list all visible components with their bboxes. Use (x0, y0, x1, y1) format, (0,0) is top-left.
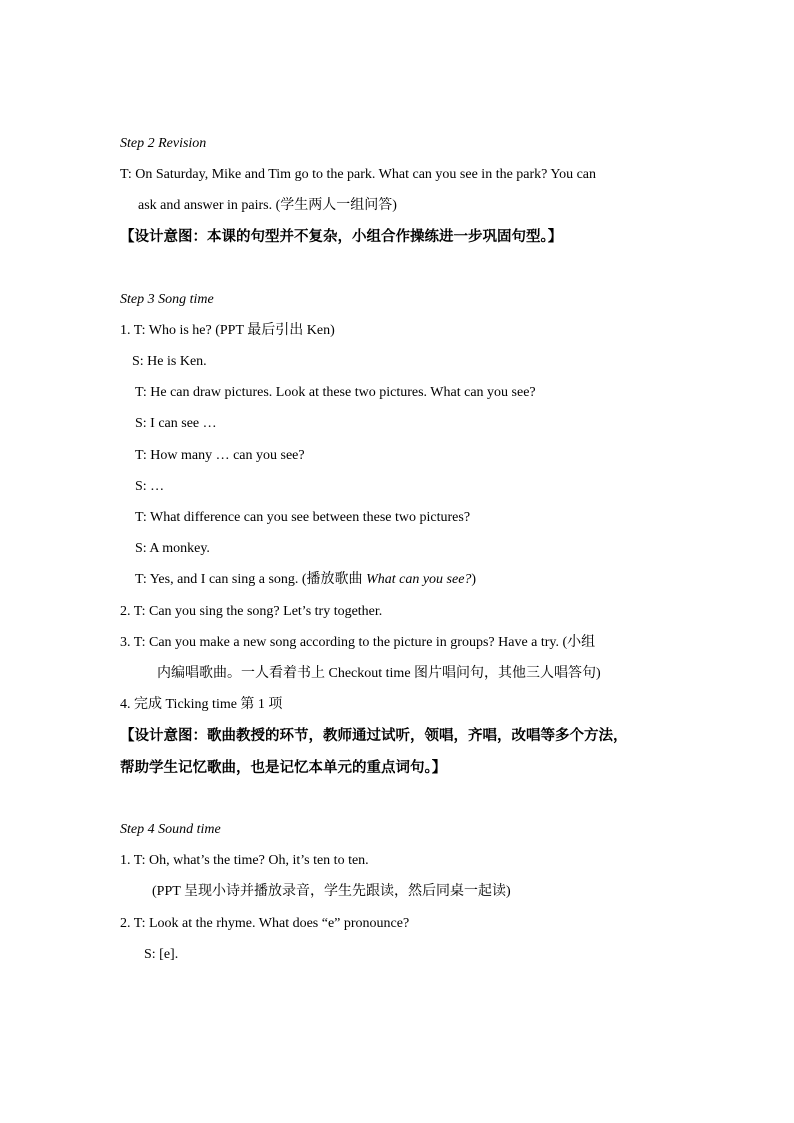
step2-line-2: ask and answer in pairs. (学生两人一组问答) (138, 198, 397, 213)
step3-line-3: T: He can draw pictures. Look at these two pictures. What can you see? (135, 385, 536, 400)
step3-line-9-close: ) (471, 572, 477, 587)
step3-line-2: S: He is Ken. (132, 354, 207, 369)
step4-heading: Step 4 Sound time (120, 822, 221, 837)
step4-line-2: (PPT 呈现小诗并播放录音，学生先跟读，然后同桌一起读) (152, 884, 511, 899)
step3-heading: Step 3 Song time (120, 292, 214, 307)
step3-design-intent-1: 【设计意图：歌曲教授的环节，教师通过试听，领唱，齐唱，改唱等多个方法， (120, 728, 628, 744)
step3-line-9 (135, 571, 476, 589)
step2-line-1: T: On Saturday, Mike and Tim go to the park. What can you see in the park? You can (120, 167, 596, 182)
step3-line-9-text: T: Yes, and I can sing a song. (播放歌曲 (135, 572, 367, 587)
song-title: What can you see? (366, 572, 472, 587)
step4-line-3: 2. T: Look at the rhyme. What does “e” pronounce? (120, 916, 410, 931)
step3-line-13: 4. 完成 Ticking time 第 1 项 (120, 697, 283, 712)
step3-line-1: 1. T: Who is he? (PPT 最后引出 Ken) (120, 323, 335, 338)
step2-heading: Step 2 Revision (120, 136, 207, 151)
step3-line-12: 内编唱歌曲。一人看着书上 Checkout time 图片唱问句，其他三人唱答句) (157, 666, 601, 681)
step3-line-10: 2. T: Can you sing the song? Let’s try together. (120, 604, 383, 619)
step3-design-intent-2: 帮助学生记忆歌曲，也是记忆本单元的重点词句。】 (120, 760, 447, 776)
step3-line-4: S: I can see … (135, 416, 217, 431)
step4-line-4: S: [e]. (144, 947, 179, 962)
step4-line-1: 1. T: Oh, what’s the time? Oh, it’s ten to ten. (120, 853, 369, 868)
step2-design-intent: 【设计意图：本课的句型并不复杂，小组合作操练进一步巩固句型。】 (120, 229, 563, 245)
step3-line-8: S: A monkey. (135, 541, 210, 556)
step3-line-6: S: … (135, 479, 165, 494)
step3-line-5: T: How many … can you see? (135, 448, 305, 463)
step3-line-7: T: What difference can you see between these two pictures? (135, 510, 471, 525)
step3-line-11: 3. T: Can you make a new song according to the picture in groups? Have a try. (小组 (120, 635, 596, 650)
